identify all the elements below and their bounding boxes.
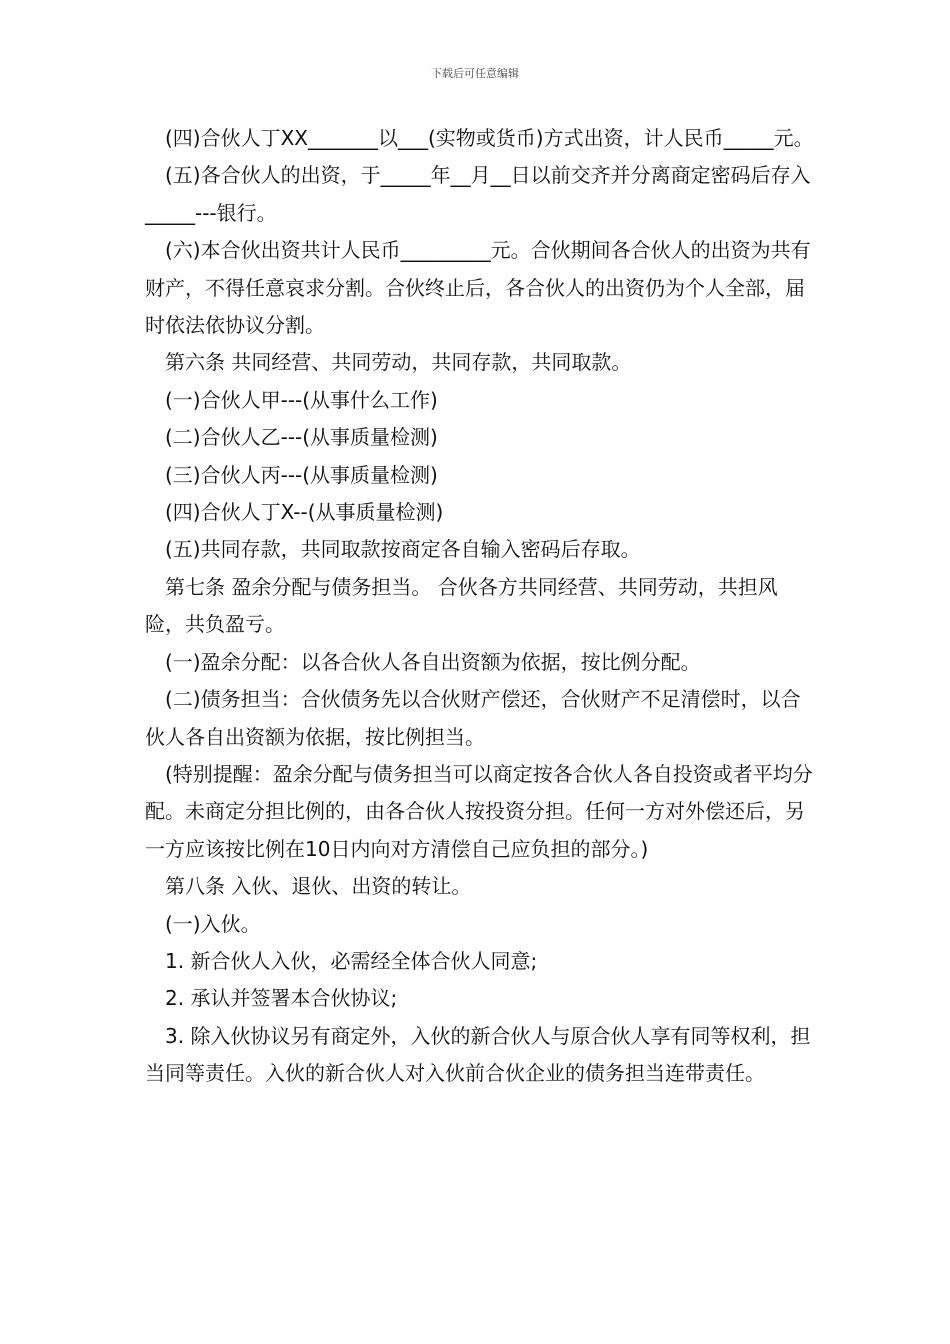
list-item: (二)债务担当：合伙债务先以合伙财产偿还，合伙财产不足清偿时，以合伙人各自出资额为依据，按比例担当。: [145, 687, 801, 749]
section-heading: 第七条 盈余分配与债务担当。 合伙各方共同经营、共同劳动，共担风险，共负盈亏。: [145, 574, 778, 637]
section-heading: 第八条 入伙、退伙、出资的转让。: [165, 874, 472, 899]
list-item: (二)合伙人乙---(从事质量检测): [165, 425, 438, 450]
list-item: 1. 新合伙人入伙，必需经全体合伙人同意;: [165, 948, 538, 973]
document-body: [145, 120, 815, 1093]
list-item: (三)合伙人丙---(从事质量检测): [165, 462, 438, 487]
list-item: 3. 除入伙协议另有商定外，入伙的新合伙人与原合伙人享有同等权利，担当同等责任。入伙的新合伙人对入伙前合伙企业的债务担当连带责任。: [145, 1023, 811, 1086]
list-item: (四)合伙人丁X--(从事质量检测): [165, 500, 444, 525]
list-item: (五)共同存款，共同取款按商定各自输入密码后存取。: [165, 537, 641, 562]
paragraph: (四)合伙人丁XX_______以___(实物或货币)方式出资，计人民币_____元。: [165, 126, 814, 150]
paragraph: (五)各合伙人的出资，于_____年__月__日以前交齐并分离商定密码后存入_____---银行。: [145, 163, 811, 225]
list-item: 2. 承认并签署本合伙协议;: [165, 986, 398, 1011]
list-item: (一)盈余分配：以各合伙人各自出资额为依据，按比例分配。: [165, 649, 701, 674]
list-item: (一)入伙。: [165, 911, 261, 936]
section-heading: 第六条 共同经营、共同劳动，共同存款，共同取款。: [165, 350, 632, 375]
note-paragraph: (特别提醒：盈余分配与债务担当可以商定按各合伙人各自投资或者平均分配。未商定分担比例的，由各合伙人按投资分担。任何一方对外偿还后，另一方应该按比例在10日内向对方清偿自己应负担的部分。): [145, 761, 813, 861]
paragraph: (六)本合伙出资共计人民币_________元。合伙期间各合伙人的出资为共有财产，不得任意哀求分割。合伙终止后，各合伙人的出资仍为个人全部，届时依法依协议分割。: [145, 238, 811, 338]
page-header: 下载后可任意编辑: [431, 67, 519, 80]
list-item: (一)合伙人甲---(从事什么工作): [165, 387, 438, 412]
